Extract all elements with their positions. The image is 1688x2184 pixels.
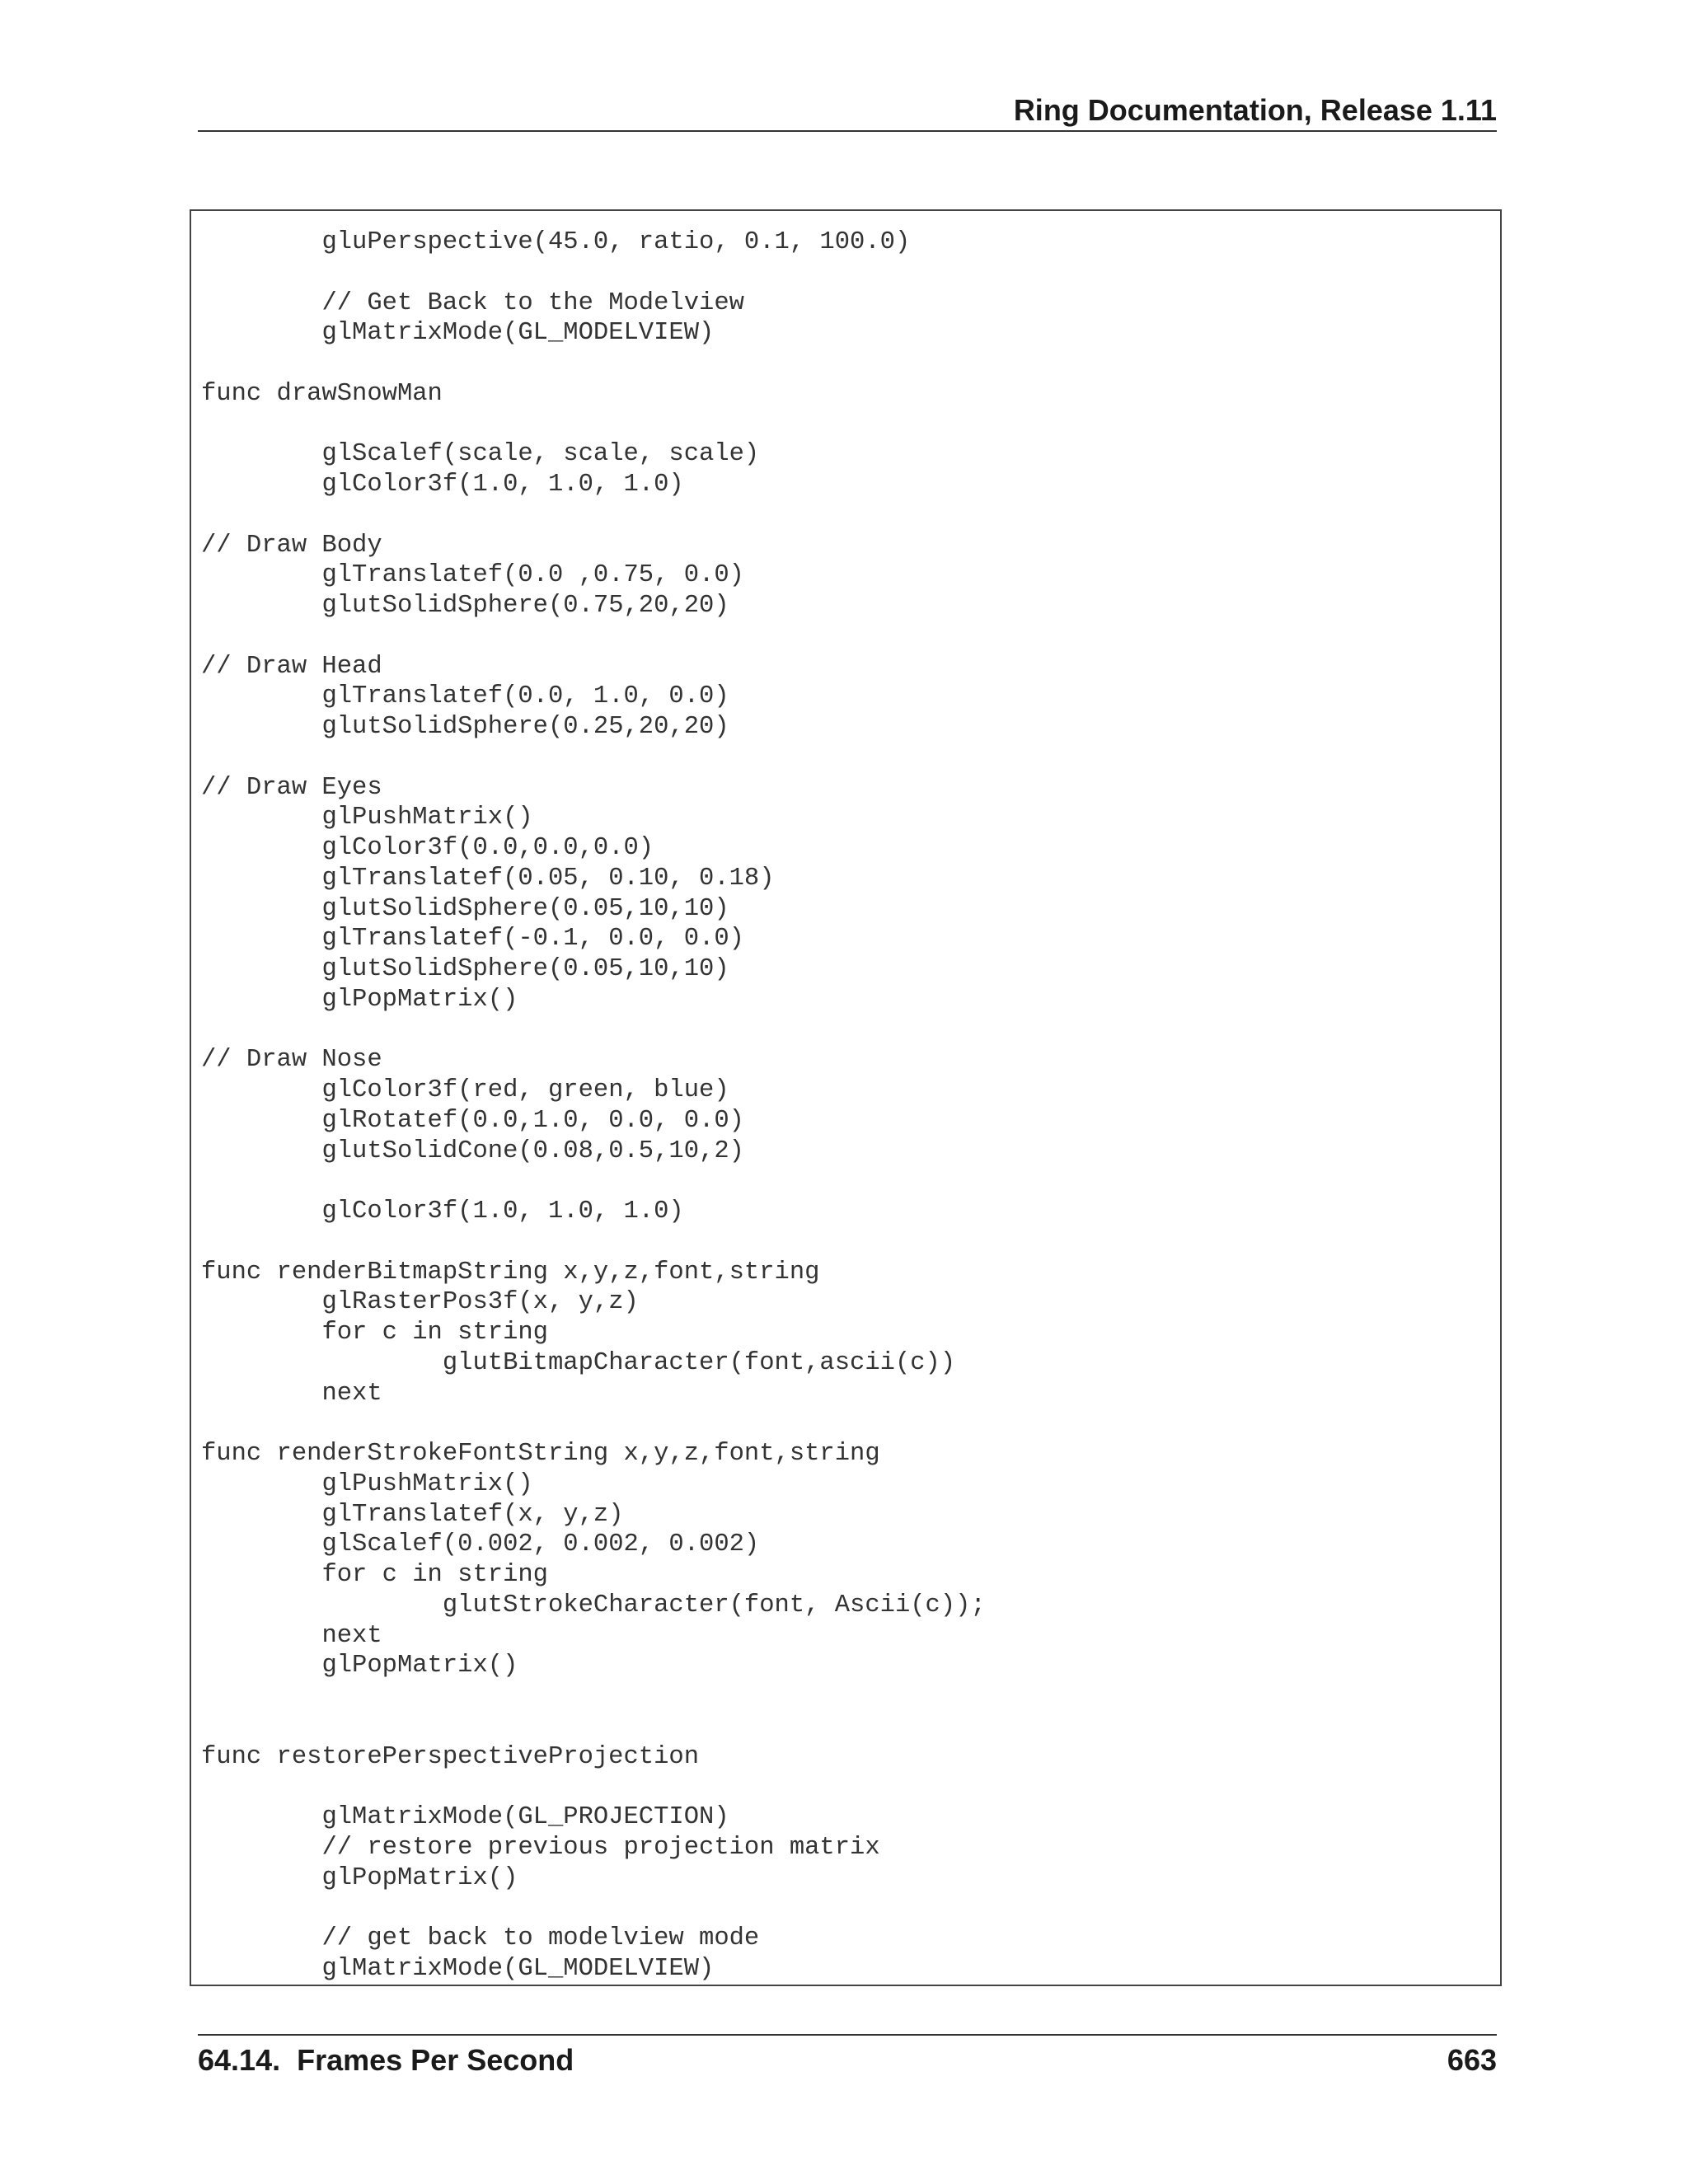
code-listing: gluPerspective(45.0, ratio, 0.1, 100.0) // Get Back to the Modelview glMatrixMode(GL_MODELVIEW) func drawSnowMan glScalef(scale, scale, scale) glColor3f(1.0, 1.0, 1.0) // Draw Body glTranslatef(0.0 ,0.75, 0.0) glutSolidSphere(0.75,20,20) // Draw Head glTranslatef(0.0, 1.0, 0.0) glutSolidSphere(0.25,20,20) // Draw Eyes glPushMatrix() glColor3f(0.0,0.0,0.0) glTranslatef(0.05, 0.10, 0.18) glutSolidSphere(0.05,10,10) glTranslatef(-0.1, 0.0, 0.0) glutSolidSphere(0.05,10,10) glPopMatrix() // Draw Nose glColor3f(red, green, blue) glRotatef(0.0,1.0, 0.0, 0.0) glutSolidCone(0.08,0.5,10,2) glColor3f(1.0, 1.0, 1.0) func renderBitmapString x,y,z,font,string glRasterPos3f(x, y,z) for c in string glutBitmapCharacter(font,ascii(c)) next func renderStrokeFontString x,y,z,font,string glPushMatrix() glTranslatef(x, y,z) glScalef(0.002, 0.002, 0.002) for c in string glutStrokeCharacter(font, Ascii(c)); next glPopMatrix() func restorePerspectiveProjection glMatrixMode(GL_PROJECTION) // restore previous projection matrix glPopMatrix() // get back to modelview mode glMatrixMode(GL_MODELVIEW) [201,228,986,1983]
footer-page-number: 663 [1447,2043,1497,2077]
footer-divider [198,2034,1497,2036]
header-divider [198,130,1497,132]
page-header-title: Ring Documentation, Release 1.11 [1013,93,1497,127]
code-listing-box [190,209,1502,1986]
footer-section-title: 64.14. Frames Per Second [198,2043,574,2077]
